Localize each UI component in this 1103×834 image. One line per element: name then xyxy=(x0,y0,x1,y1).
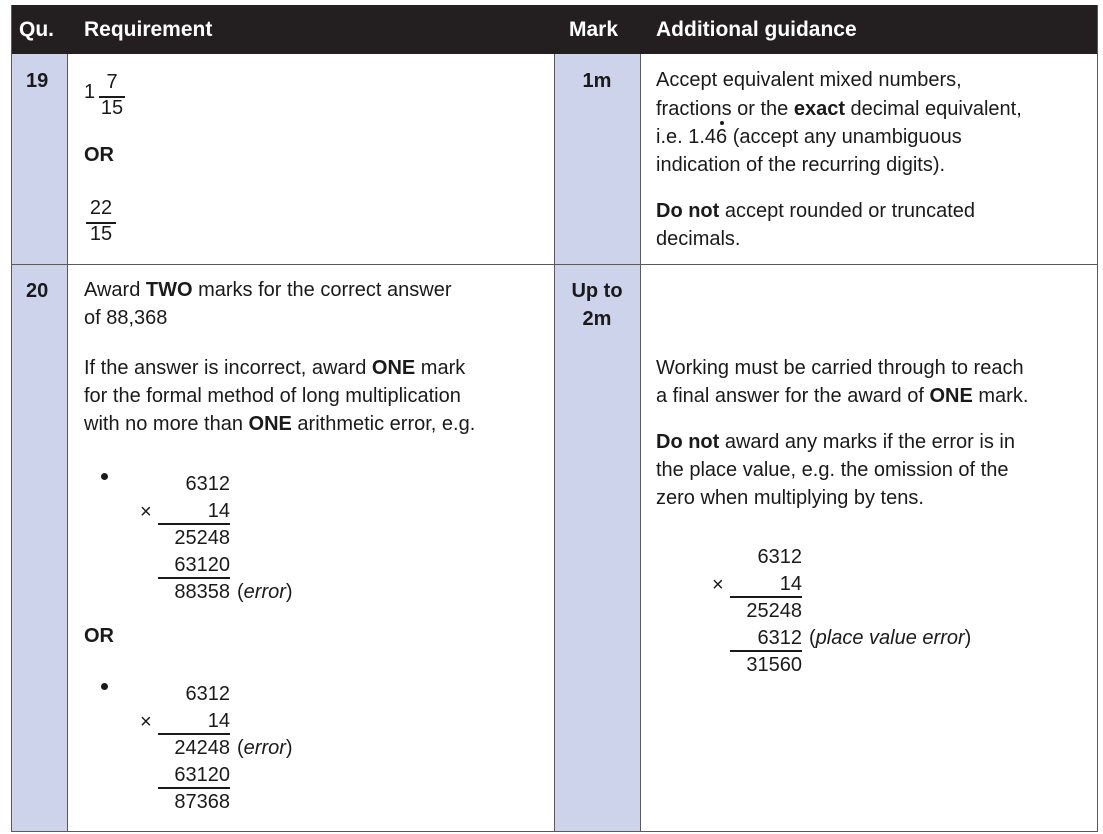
multiplicand: 6312 xyxy=(757,546,802,568)
header-qu: Qu. xyxy=(19,18,54,41)
req-20-line5: with no more than ONE arithmetic error, e.g. xyxy=(84,413,476,435)
recurring-dot xyxy=(720,121,724,125)
mixed-number-answer xyxy=(84,70,144,122)
mark-column-shade xyxy=(554,54,640,831)
result: 31560 xyxy=(746,654,802,676)
req-20-line3: If the answer is incorrect, award ONE mark xyxy=(84,357,466,379)
guidance-20-line3: Do not award any marks if the error is in xyxy=(656,431,1015,453)
row-divider xyxy=(11,264,1098,265)
question-number-19: 19 xyxy=(26,70,49,92)
bullet-example1 xyxy=(101,473,108,480)
border-left xyxy=(11,5,12,831)
rule xyxy=(730,596,802,598)
guidance-20-line5: zero when multiplying by tens. xyxy=(656,487,924,509)
question-number-20: 20 xyxy=(26,280,49,302)
multiplier: 14 xyxy=(207,500,230,522)
guidance-19-line3: i.e. 1.46 (accept any unambiguous xyxy=(656,126,962,149)
rule xyxy=(158,523,230,525)
or-label-19: OR xyxy=(84,144,114,166)
mixed-denominator: 15 xyxy=(100,96,124,119)
improper-denominator: 15 xyxy=(89,222,113,245)
border-bottom xyxy=(11,831,1098,832)
multiplicand: 6312 xyxy=(185,473,230,495)
guidance-20-line4: the place value, e.g. the omission of the xyxy=(656,459,1009,481)
multiplicand: 6312 xyxy=(185,683,230,705)
rule xyxy=(158,733,230,735)
divider-qu xyxy=(67,54,68,831)
rule xyxy=(158,577,230,579)
guidance-20-line1: Working must be carried through to reach xyxy=(656,357,1024,379)
guidance-19-line2: fractions or the exact decimal equivalent, xyxy=(656,98,1022,120)
times-sign: × xyxy=(712,574,724,596)
req-20-line4: for the formal method of long multiplication xyxy=(84,385,461,407)
border-right xyxy=(1097,5,1098,831)
mixed-numerator: 7 xyxy=(106,71,118,93)
guidance-19-line6: decimals. xyxy=(656,228,741,250)
recurring-digit: 6 xyxy=(716,126,727,148)
rule xyxy=(730,650,802,652)
divider-mark xyxy=(640,54,641,831)
multiplier: 14 xyxy=(779,573,802,595)
or-label-20: OR xyxy=(84,625,114,647)
partial-product-1: 25248 xyxy=(174,527,230,549)
multiplier: 14 xyxy=(207,710,230,732)
guidance-20-line2: a final answer for the award of ONE mark. xyxy=(656,385,1029,407)
times-sign: × xyxy=(140,501,152,523)
error-note-example1: (error) xyxy=(237,581,293,603)
rule xyxy=(158,787,230,789)
multiplication-example1 xyxy=(140,470,230,610)
error-note-example2: (error) xyxy=(237,737,293,759)
partial-product-2: 63120 xyxy=(174,554,230,576)
header-guidance: Additional guidance xyxy=(656,18,857,41)
mark-20-line2: 2m xyxy=(582,308,612,330)
guidance-19-line5: Do not accept rounded or truncated xyxy=(656,200,976,222)
partial-product-1: 25248 xyxy=(746,600,802,622)
place-value-error-note: (place value error) xyxy=(809,627,972,649)
result: 87368 xyxy=(174,791,230,813)
partial-product-2: 6312 xyxy=(757,627,802,649)
multiplication-example3 xyxy=(712,543,802,683)
guidance-19-line4: indication of the recurring digits). xyxy=(656,154,946,176)
header-mark: Mark xyxy=(569,18,619,41)
req-20-line2: of 88,368 xyxy=(84,307,168,329)
improper-numerator: 22 xyxy=(89,197,113,219)
qu-column-shade xyxy=(11,54,67,831)
bullet-example2 xyxy=(101,683,108,690)
mark-20-line1: Up to xyxy=(571,280,623,302)
req-20-line1: Award TWO marks for the correct answer xyxy=(84,279,452,301)
divider-requirement xyxy=(554,54,555,831)
improper-fraction-answer xyxy=(86,196,116,246)
mark-19: 1m xyxy=(582,70,612,92)
multiplication-example2 xyxy=(140,680,230,820)
mixed-fraction xyxy=(99,70,125,120)
result: 88358 xyxy=(174,581,230,603)
header-requirement: Requirement xyxy=(84,18,213,41)
partial-product-1: 24248 xyxy=(174,737,230,759)
partial-product-2: 63120 xyxy=(174,764,230,786)
times-sign: × xyxy=(140,711,152,733)
guidance-19-line1: Accept equivalent mixed numbers, xyxy=(656,69,962,91)
mixed-whole: 1 xyxy=(84,81,96,103)
